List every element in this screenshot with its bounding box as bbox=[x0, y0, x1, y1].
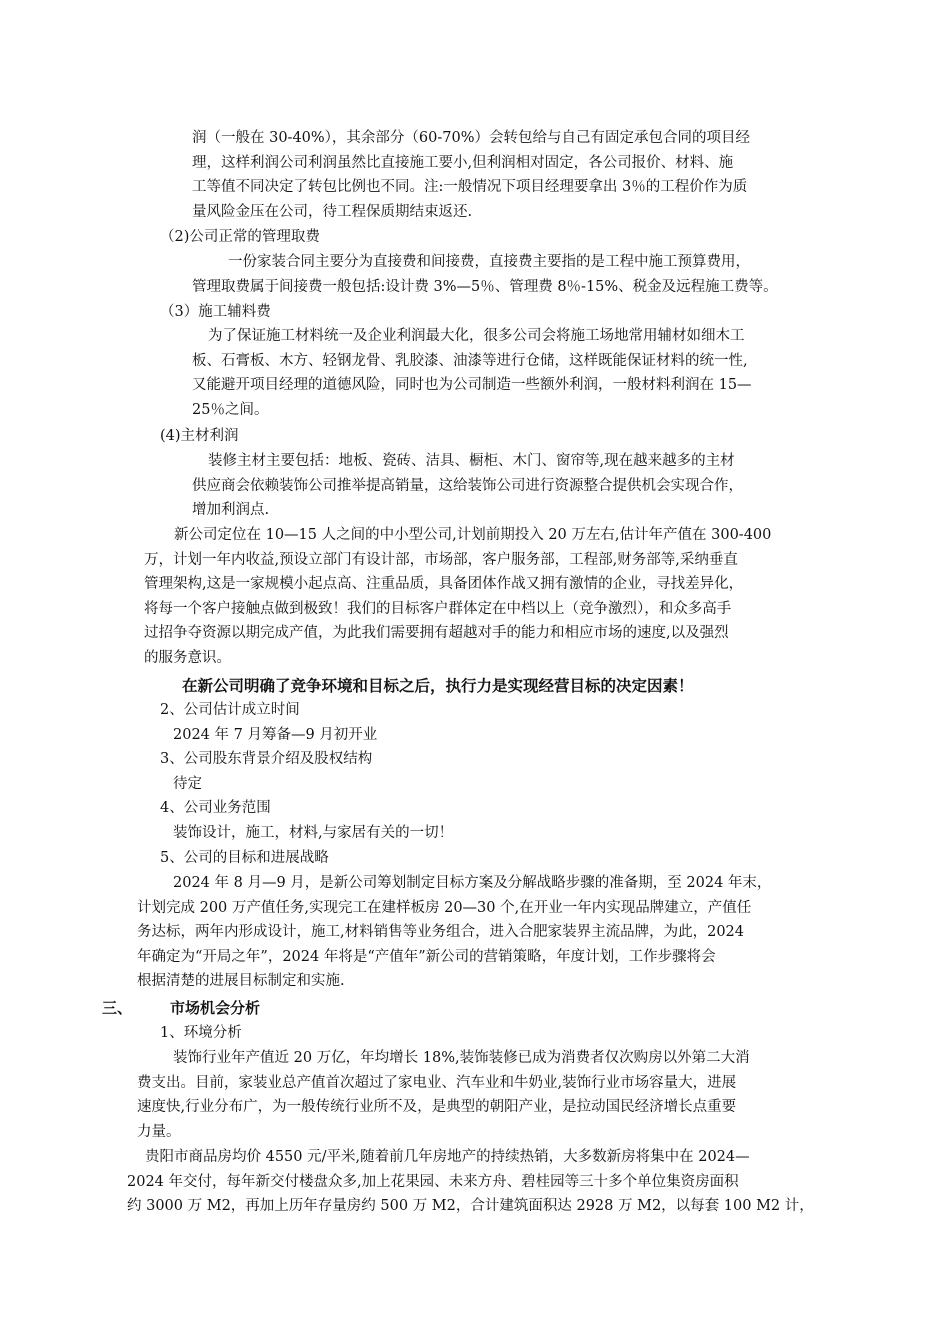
text-line: 过招争夺资源以期完成产值，为此我们需要拥有超越对手的能力和相应市场的速度,以及强烈 bbox=[144, 625, 729, 641]
text-line: 装饰行业年产值近 20 万亿，年均增长 18%,装饰装修已成为消费者仅次购房以外第二大消 bbox=[173, 1050, 750, 1066]
text-line: 2024 年 8 月—9 月，是新公司筹划制定目标方案及分解战略步骤的准备期，至 2024 年末， bbox=[173, 875, 772, 891]
paragraph-management-fee bbox=[192, 250, 778, 299]
paragraph-subcontract-profit bbox=[192, 126, 750, 224]
text-line: 费支出。目前，家装业总产值首次超过了家电业、汽车业和牛奶业,装饰行业市场容量大，进展 bbox=[137, 1074, 737, 1091]
text-line: 管理架构,这是一家规模小起点高、注重品质，具备团体作战又拥有激情的企业，寻找差异化， bbox=[144, 576, 744, 592]
text-line: 工等值不同决定了转包比例也不同。注:一般情况下项目经理要拿出 3％的工程价作为质 bbox=[192, 179, 748, 195]
heading-environment-analysis: 1、环境分析 bbox=[160, 1025, 242, 1041]
section-title: 市场机会分析 bbox=[170, 999, 261, 1017]
heading-establish-time: 2、公司估计成立时间 bbox=[160, 702, 300, 718]
text-line: 贵阳市商品房均价 4550 元/平米,随着前几年房地产的持续热销，大多数新房将集中在 2024— bbox=[145, 1149, 750, 1165]
text-line: 将每一个客户接触点做到极致！我们的目标客户群体定在中档以上（竞争激烈），和众多高手 bbox=[144, 600, 732, 617]
text-shareholders: 待定 bbox=[173, 776, 202, 792]
text-line: 理，这样利润公司利润虽然比直接施工要小,但利润相对固定，各公司报价、材料、施 bbox=[192, 154, 734, 171]
text-business-scope: 装饰设计，施工，材料,与家居有关的一切！ bbox=[173, 825, 454, 841]
text-line: 25％之间。 bbox=[192, 401, 269, 418]
text-line: 又能避开项目经理的道德风险，同时也为公司制造一些额外利润，一般材料利润在 15— bbox=[192, 377, 752, 393]
text-line: 为了保证施工材料统一及企业利润最大化，很多公司会将施工场地常用辅材如细木工 bbox=[208, 328, 745, 344]
paragraph-company-positioning bbox=[144, 523, 771, 670]
text-line: 装修主材主要包括：地板、瓷砖、洁具、橱柜、木门、窗帘等,现在越来越多的主材 bbox=[208, 453, 735, 469]
text-line: 板、石膏板、木方、轻钢龙骨、乳胶漆、油漆等进行仓储，这样既能保证材料的统一性, bbox=[192, 352, 748, 369]
paragraph-main-material-profit bbox=[192, 449, 743, 523]
text-line: 量风险金压在公司，待工程保质期结束返还. bbox=[192, 203, 473, 220]
paragraph-environment-analysis bbox=[137, 1046, 750, 1144]
heading-business-scope: 4、公司业务范围 bbox=[160, 800, 271, 816]
heading-shareholders: 3、公司股东背景介绍及股权结构 bbox=[160, 751, 373, 767]
text-line: 计划完成 200 万产值任务,实现完工在建样板房 20—30 个,在开业一年内实现品牌建立，产值任 bbox=[137, 899, 752, 916]
text-line: 一份家装合同主要分为直接费和间接费，直接费主要指的是工程中施工预算费用， bbox=[228, 254, 750, 270]
text-line: 供应商会依赖装饰公司推举提高销量，这给装饰公司进行资源整合提供机会实现合作， bbox=[192, 477, 743, 494]
text-line: 力量。 bbox=[137, 1123, 181, 1140]
text-line: 务达标，两年内形成设计，施工,材料销售等业务组合，进入合肥家装界主流品牌，为此，2024 bbox=[137, 924, 745, 940]
text-line: 年确定为“开局之年”，2024 年将是“产值年”新公司的营销策略，年度计划，工作步骤将会 bbox=[137, 948, 716, 965]
text-line: 速度快,行业分布广，为一般传统行业所不及，是典型的朝阳产业，是拉动国民经济增长点重要 bbox=[137, 1099, 737, 1115]
text-line: 润（一般在 30-40%），其余部分（60-70%）会转包给与自己有固定承包合同的项目经 bbox=[192, 130, 751, 146]
paragraph-goals-strategy bbox=[137, 871, 771, 994]
text-line: 约 3000 万 M2，再加上历年存量房约 500 万 M2，合计建筑面积达 2928 万 M2，以每套 100 M2 计， bbox=[127, 1198, 814, 1214]
text-line: 2024 年交付，每年新交付楼盘众多,加上花果园、未来方舟、碧桂园等三十多个单位集资房面积 bbox=[127, 1173, 739, 1190]
heading-goals-strategy: 5、公司的目标和进展战略 bbox=[160, 850, 329, 866]
text-line: 的服务意识。 bbox=[144, 649, 231, 666]
section-number: 三、 bbox=[102, 999, 133, 1017]
heading-auxiliary-materials: （3）施工辅料费 bbox=[160, 304, 271, 320]
text-line: 增加利润点. bbox=[192, 502, 270, 518]
text-line: 万，计划一年内收益,预设立部门有设计部，市场部，客户服务部，工程部,财务部等,采纳垂直 bbox=[144, 551, 738, 568]
heading-management-fee: （2)公司正常的管理取费 bbox=[160, 229, 320, 245]
text-line: 新公司定位在 10—15 人之间的中小型公司,计划前期投入 20 万左右,估计年产值在 300-400 bbox=[174, 527, 772, 543]
paragraph-auxiliary-materials bbox=[192, 324, 752, 422]
heading-main-material-profit: (4)主材利润 bbox=[160, 428, 239, 444]
text-line: 根据清楚的进展目标制定和实施. bbox=[137, 973, 345, 989]
paragraph-guiyang-market bbox=[127, 1145, 814, 1219]
emphasis-line: 在新公司明确了竞争环境和目标之后，执行力是实现经营目标的决定因素！ bbox=[182, 677, 694, 695]
text-establish-time: 2024 年 7 月筹备—9 月初开业 bbox=[173, 727, 378, 743]
text-line: 管理取费属于间接费一般包括:设计费 3%—5％、管理费 8％-15%、税金及远程施工费等。 bbox=[192, 278, 778, 295]
